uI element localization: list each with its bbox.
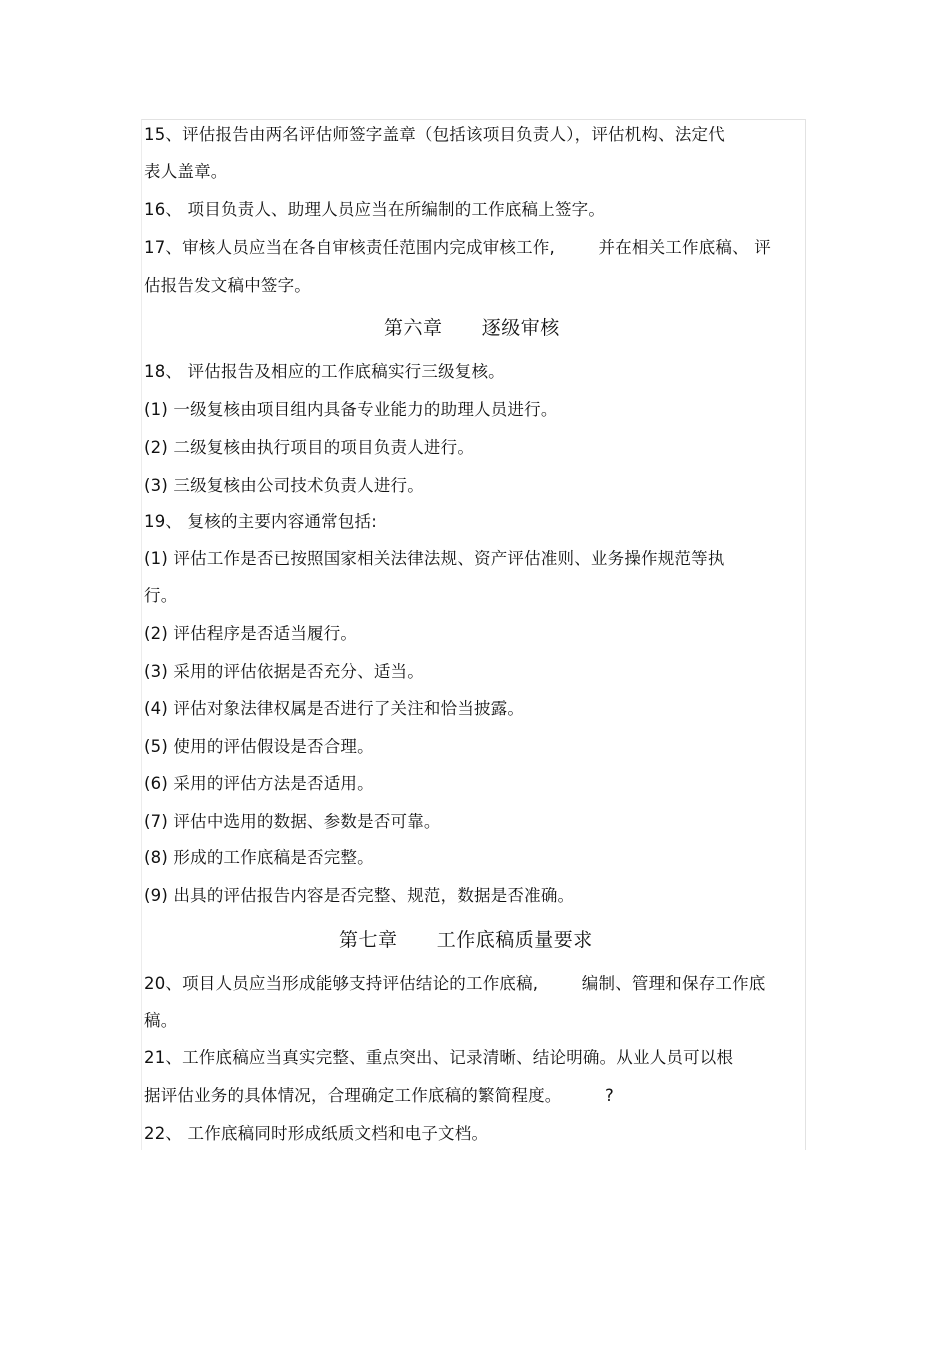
list-item: (3) 三级复核由公司技术负责人进行。	[144, 476, 424, 495]
paragraph-line: 20、项目人员应当形成能够支持评估结论的工作底稿, 编制、管理和保存工作底	[144, 974, 766, 993]
paragraph-line: 18、 评估报告及相应的工作底稿实行三级复核。	[144, 362, 505, 381]
paragraph-line: 19、 复核的主要内容通常包括:	[144, 512, 377, 531]
paragraph-line: 稿。	[144, 1011, 178, 1030]
list-item: (3) 采用的评估依据是否充分、适当。	[144, 662, 424, 681]
list-item: (2) 评估程序是否适当履行。	[144, 624, 358, 643]
list-item: (7) 评估中选用的数据、参数是否可靠。	[144, 812, 441, 831]
paragraph-line: 估报告发文稿中签字。	[144, 276, 311, 295]
list-item: (1) 评估工作是否已按照国家相关法律法规、资产评估准则、业务操作规范等执	[144, 549, 725, 568]
list-item: (2) 二级复核由执行项目的项目负责人进行。	[144, 438, 475, 457]
list-item: (1) 一级复核由项目组内具备专业能力的助理人员进行。	[144, 400, 558, 419]
list-item: (9) 出具的评估报告内容是否完整、规范，数据是否准确。	[144, 886, 575, 905]
list-item: 行。	[144, 586, 178, 605]
paragraph-line: 22、 工作底稿同时形成纸质文档和电子文档。	[144, 1124, 489, 1143]
paragraph-line: 21、工作底稿应当真实完整、重点突出、记录清晰、结论明确。从业人员可以根	[144, 1048, 734, 1067]
paragraph-line: 据评估业务的具体情况，合理确定工作底稿的繁简程度。 ?	[144, 1086, 615, 1105]
paragraph-line: 17、审核人员应当在各自审核责任范围内完成审核工作, 并在相关工作底稿、 评	[144, 238, 771, 257]
list-item: (5) 使用的评估假设是否合理。	[144, 737, 374, 756]
paragraph-line: 表人盖章。	[144, 162, 228, 181]
chapter-heading: 第七章 工作底稿质量要求	[339, 929, 593, 951]
list-item: (8) 形成的工作底稿是否完整。	[144, 848, 374, 867]
chapter-heading: 第六章 逐级审核	[384, 317, 560, 339]
list-item: (4) 评估对象法律权属是否进行了关注和恰当披露。	[144, 699, 525, 718]
paragraph-line: 15、评估报告由两名评估师签字盖章（包括该项目负责人），评估机构、法定代	[144, 125, 725, 144]
list-item: (6) 采用的评估方法是否适用。	[144, 774, 374, 793]
paragraph-line: 16、 项目负责人、助理人员应当在所编制的工作底稿上签字。	[144, 200, 606, 219]
